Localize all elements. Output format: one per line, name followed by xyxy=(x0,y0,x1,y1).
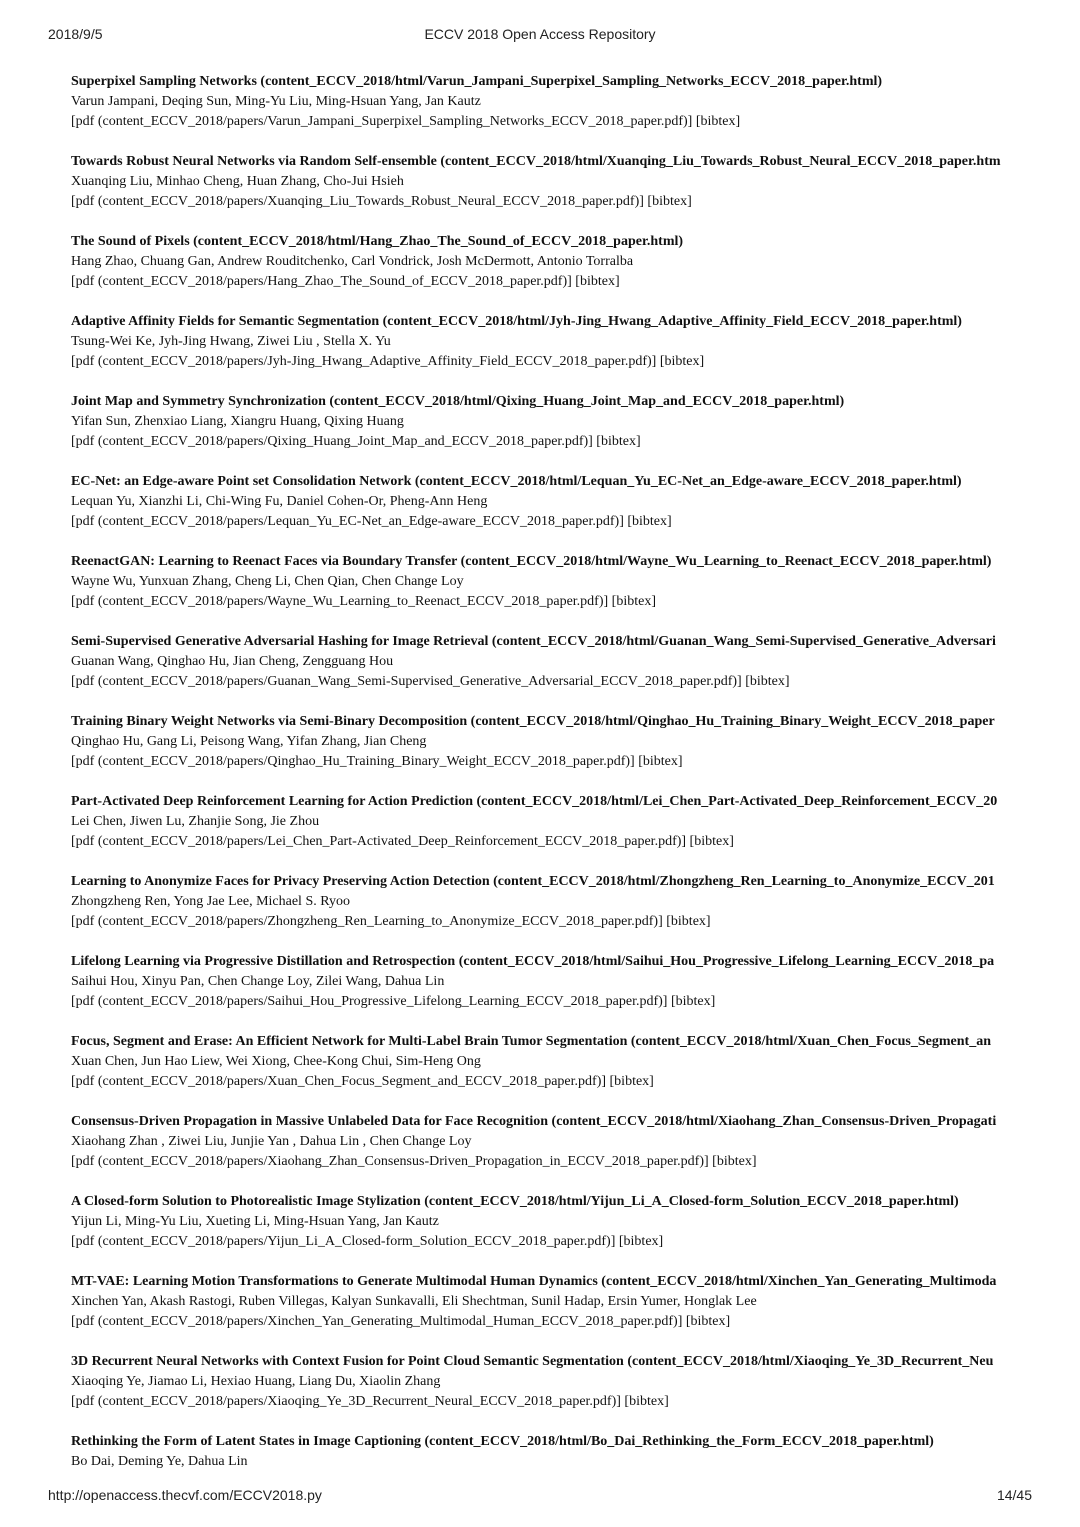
paper-title-link[interactable]: Towards Robust Neural Networks via Random Self-ensemble (content_ECCV_2018/html/Xuanqing_Liu_Towards_Robust_Neural_ECCV_2018_paper.htm xyxy=(71,154,1001,169)
paper-title-link[interactable]: EC-Net: an Edge-aware Point set Consolidation Network (content_ECCV_2018/html/Lequan_Yu_EC-Net_an_Edge-aware_ECCV_2018_paper.html) xyxy=(71,474,962,489)
paper-entry xyxy=(71,232,1032,312)
paper-title-link[interactable]: Joint Map and Symmetry Synchronization (content_ECCV_2018/html/Qixing_Huang_Joint_Map_and_ECCV_2018_paper.html) xyxy=(71,394,845,409)
paper-authors: Qinghao Hu, Gang Li, Peisong Wang, Yifan Zhang, Jian Cheng xyxy=(71,734,427,749)
paper-list xyxy=(71,72,1032,1472)
paper-entry xyxy=(71,872,1032,952)
paper-title-link[interactable]: Adaptive Affinity Fields for Semantic Segmentation (content_ECCV_2018/html/Jyh-Jing_Hwang_Adaptive_Affinity_Field_ECCV_2018_paper.html) xyxy=(71,314,962,329)
paper-authors: Guanan Wang, Qinghao Hu, Jian Cheng, Zengguang Hou xyxy=(71,654,394,669)
paper-links[interactable]: [pdf (content_ECCV_2018/papers/Zhongzheng_Ren_Learning_to_Anonymize_ECCV_2018_paper.pdf)] [bibtex] xyxy=(71,914,711,929)
page-url: http://openaccess.thecvf.com/ECCV2018.py xyxy=(48,1487,322,1503)
paper-entry xyxy=(71,472,1032,552)
paper-links[interactable]: [pdf (content_ECCV_2018/papers/Hang_Zhao_The_Sound_of_ECCV_2018_paper.pdf)] [bibtex] xyxy=(71,274,620,289)
paper-entry xyxy=(71,1272,1032,1352)
paper-entry xyxy=(71,152,1032,232)
paper-entry xyxy=(71,712,1032,792)
paper-links[interactable]: [pdf (content_ECCV_2018/papers/Jyh-Jing_Hwang_Adaptive_Affinity_Field_ECCV_2018_paper.pdf)] [bibtex] xyxy=(71,354,705,369)
paper-links[interactable]: [pdf (content_ECCV_2018/papers/Qixing_Huang_Joint_Map_and_ECCV_2018_paper.pdf)] [bibtex] xyxy=(71,434,641,449)
page-footer xyxy=(0,1487,1080,1507)
paper-authors: Zhongzheng Ren, Yong Jae Lee, Michael S. Ryoo xyxy=(71,894,351,909)
paper-links[interactable]: [pdf (content_ECCV_2018/papers/Xuanqing_Liu_Towards_Robust_Neural_ECCV_2018_paper.pdf)] [bibtex] xyxy=(71,194,692,209)
paper-authors: Saihui Hou, Xinyu Pan, Chen Change Loy, Zilei Wang, Dahua Lin xyxy=(71,974,445,989)
paper-entry xyxy=(71,1032,1032,1112)
paper-links[interactable]: [pdf (content_ECCV_2018/papers/Guanan_Wang_Semi-Supervised_Generative_Adversarial_ECCV_2018_paper.pdf)] [bibtex] xyxy=(71,674,790,689)
paper-entry xyxy=(71,72,1032,152)
paper-entry xyxy=(71,792,1032,872)
paper-title-link[interactable]: The Sound of Pixels (content_ECCV_2018/html/Hang_Zhao_The_Sound_of_ECCV_2018_paper.html) xyxy=(71,234,684,249)
paper-entry xyxy=(71,632,1032,712)
paper-title-link[interactable]: ReenactGAN: Learning to Reenact Faces via Boundary Transfer (content_ECCV_2018/html/Wayne_Wu_Learning_to_Reenact_ECCV_2018_paper.html) xyxy=(71,554,992,569)
paper-authors: Hang Zhao, Chuang Gan, Andrew Rouditchenko, Carl Vondrick, Josh McDermott, Antonio Torralba xyxy=(71,254,634,269)
paper-title-link[interactable]: Part-Activated Deep Reinforcement Learning for Action Prediction (content_ECCV_2018/html/Lei_Chen_Part-Activated_Deep_Reinforcement_ECCV_20 xyxy=(71,794,998,809)
paper-entry xyxy=(71,312,1032,392)
paper-title-link[interactable]: Training Binary Weight Networks via Semi-Binary Decomposition (content_ECCV_2018/html/Qinghao_Hu_Training_Binary_Weight_ECCV_2018_paper xyxy=(71,714,995,729)
paper-authors: Lei Chen, Jiwen Lu, Zhanjie Song, Jie Zhou xyxy=(71,814,320,829)
page-header xyxy=(0,26,1080,46)
paper-authors: Wayne Wu, Yunxuan Zhang, Cheng Li, Chen Qian, Chen Change Loy xyxy=(71,574,464,589)
paper-authors: Tsung-Wei Ke, Jyh-Jing Hwang, Ziwei Liu , Stella X. Yu xyxy=(71,334,391,349)
paper-authors: Varun Jampani, Deqing Sun, Ming-Yu Liu, Ming-Hsuan Yang, Jan Kautz xyxy=(71,94,481,109)
paper-links[interactable]: [pdf (content_ECCV_2018/papers/Xuan_Chen_Focus_Segment_and_ECCV_2018_paper.pdf)] [bibtex] xyxy=(71,1074,654,1089)
paper-authors: Yifan Sun, Zhenxiao Liang, Xiangru Huang, Qixing Huang xyxy=(71,414,404,429)
paper-entry xyxy=(71,1192,1032,1272)
paper-title-link[interactable]: Semi-Supervised Generative Adversarial Hashing for Image Retrieval (content_ECCV_2018/html/Guanan_Wang_Semi-Supervised_Generative_Adversari xyxy=(71,634,996,649)
paper-authors: Xinchen Yan, Akash Rastogi, Ruben Villegas, Kalyan Sunkavalli, Eli Shechtman, Sunil Hadap, Ersin Yumer, Honglak Lee xyxy=(71,1294,757,1309)
paper-entry xyxy=(71,1352,1032,1432)
paper-links[interactable]: [pdf (content_ECCV_2018/papers/Varun_Jampani_Superpixel_Sampling_Networks_ECCV_2018_paper.pdf)] [bibtex] xyxy=(71,114,741,129)
paper-authors: Xuan Chen, Jun Hao Liew, Wei Xiong, Chee-Kong Chui, Sim-Heng Ong xyxy=(71,1054,481,1069)
paper-links[interactable]: [pdf (content_ECCV_2018/papers/Xinchen_Yan_Generating_Multimodal_Human_ECCV_2018_paper.pdf)] [bibtex] xyxy=(71,1314,731,1329)
paper-title-link[interactable]: MT-VAE: Learning Motion Transformations to Generate Multimodal Human Dynamics (content_ECCV_2018/html/Xinchen_Yan_Generating_Multimoda xyxy=(71,1274,997,1289)
paper-authors: Lequan Yu, Xianzhi Li, Chi-Wing Fu, Daniel Cohen-Or, Pheng-Ann Heng xyxy=(71,494,488,509)
paper-title-link[interactable]: A Closed-form Solution to Photorealistic Image Stylization (content_ECCV_2018/html/Yijun_Li_A_Closed-form_Solution_ECCV_2018_paper.html) xyxy=(71,1194,959,1209)
paper-entry xyxy=(71,1432,1032,1472)
paper-links[interactable]: [pdf (content_ECCV_2018/papers/Yijun_Li_A_Closed-form_Solution_ECCV_2018_paper.pdf)] [bibtex] xyxy=(71,1234,664,1249)
paper-entry xyxy=(71,1112,1032,1192)
paper-entry xyxy=(71,552,1032,632)
paper-title-link[interactable]: Focus, Segment and Erase: An Efficient Network for Multi-Label Brain Tumor Segmentation (content_ECCV_2018/html/Xuan_Chen_Focus_Segment_an xyxy=(71,1034,991,1049)
print-date: 2018/9/5 xyxy=(48,26,103,42)
paper-links[interactable]: [pdf (content_ECCV_2018/papers/Xiaoqing_Ye_3D_Recurrent_Neural_ECCV_2018_paper.pdf)] [bibtex] xyxy=(71,1394,669,1409)
page-number: 14/45 xyxy=(996,1487,1032,1503)
paper-title-link[interactable]: Consensus-Driven Propagation in Massive Unlabeled Data for Face Recognition (content_ECCV_2018/html/Xiaohang_Zhan_Consensus-Driven_Propagati xyxy=(71,1114,997,1129)
paper-title-link[interactable]: Rethinking the Form of Latent States in Image Captioning (content_ECCV_2018/html/Bo_Dai_Rethinking_the_Form_ECCV_2018_paper.html) xyxy=(71,1434,934,1449)
page-title: ECCV 2018 Open Access Repository xyxy=(424,26,656,42)
paper-links[interactable]: [pdf (content_ECCV_2018/papers/Saihui_Hou_Progressive_Lifelong_Learning_ECCV_2018_paper.pdf)] [bibtex] xyxy=(71,994,716,1009)
paper-title-link[interactable]: Learning to Anonymize Faces for Privacy Preserving Action Detection (content_ECCV_2018/html/Zhongzheng_Ren_Learning_to_Anonymize_ECCV_201 xyxy=(71,874,995,889)
paper-links[interactable]: [pdf (content_ECCV_2018/papers/Lequan_Yu_EC-Net_an_Edge-aware_ECCV_2018_paper.pdf)] [bibtex] xyxy=(71,514,672,529)
paper-entry xyxy=(71,392,1032,472)
paper-links[interactable]: [pdf (content_ECCV_2018/papers/Qinghao_Hu_Training_Binary_Weight_ECCV_2018_paper.pdf)] [bibtex] xyxy=(71,754,683,769)
paper-authors: Xiaohang Zhan , Ziwei Liu, Junjie Yan , Dahua Lin , Chen Change Loy xyxy=(71,1134,472,1149)
paper-entry xyxy=(71,952,1032,1032)
paper-links[interactable]: [pdf (content_ECCV_2018/papers/Wayne_Wu_Learning_to_Reenact_ECCV_2018_paper.pdf)] [bibtex] xyxy=(71,594,656,609)
paper-title-link[interactable]: 3D Recurrent Neural Networks with Context Fusion for Point Cloud Semantic Segmentation (content_ECCV_2018/html/Xiaoqing_Ye_3D_Recurrent_Neu xyxy=(71,1354,994,1369)
paper-links[interactable]: [pdf (content_ECCV_2018/papers/Lei_Chen_Part-Activated_Deep_Reinforcement_ECCV_2018_paper.pdf)] [bibtex] xyxy=(71,834,734,849)
paper-title-link[interactable]: Superpixel Sampling Networks (content_ECCV_2018/html/Varun_Jampani_Superpixel_Sampling_Networks_ECCV_2018_paper.html) xyxy=(71,74,883,89)
paper-authors: Yijun Li, Ming-Yu Liu, Xueting Li, Ming-Hsuan Yang, Jan Kautz xyxy=(71,1214,439,1229)
paper-title-link[interactable]: Lifelong Learning via Progressive Distillation and Retrospection (content_ECCV_2018/html/Saihui_Hou_Progressive_Lifelong_Learning_ECCV_2018_pa xyxy=(71,954,995,969)
paper-authors: Xuanqing Liu, Minhao Cheng, Huan Zhang, Cho-Jui Hsieh xyxy=(71,174,404,189)
paper-authors: Bo Dai, Deming Ye, Dahua Lin xyxy=(71,1454,248,1469)
paper-authors: Xiaoqing Ye, Jiamao Li, Hexiao Huang, Liang Du, Xiaolin Zhang xyxy=(71,1374,441,1389)
paper-links[interactable]: [pdf (content_ECCV_2018/papers/Xiaohang_Zhan_Consensus-Driven_Propagation_in_ECCV_2018_paper.pdf)] [bibtex] xyxy=(71,1154,757,1169)
